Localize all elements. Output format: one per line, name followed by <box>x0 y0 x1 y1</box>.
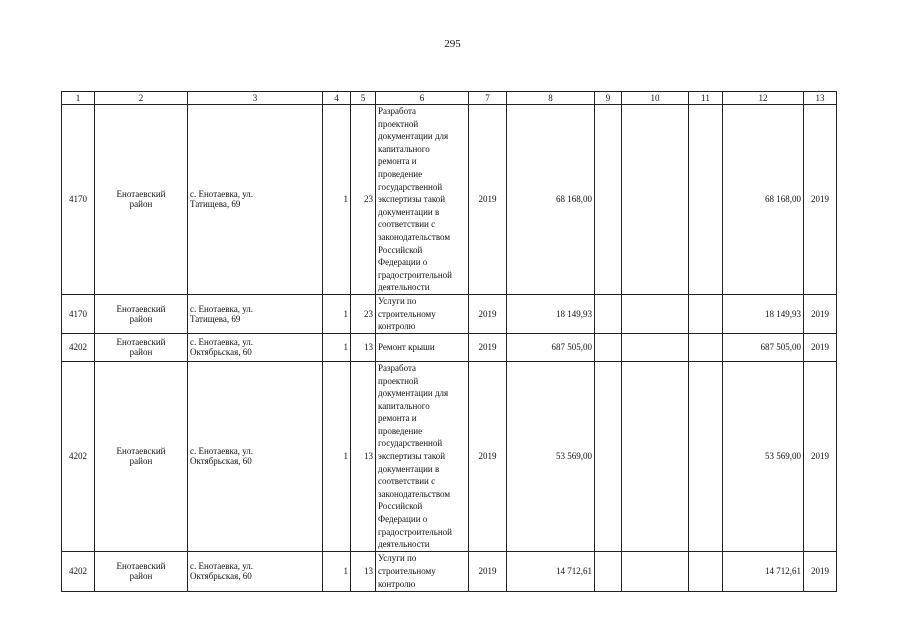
year-cell: 2019 <box>469 551 507 591</box>
col4-cell: 1 <box>323 333 351 361</box>
work-type-cell: Услуги по строительному контролю <box>376 294 469 333</box>
column-header: 5 <box>351 92 376 105</box>
table-row <box>62 333 837 361</box>
col5-cell: 23 <box>351 294 376 333</box>
col4-cell: 1 <box>323 551 351 591</box>
district-cell: Енотаевский район <box>95 361 188 551</box>
col4-cell: 1 <box>323 361 351 551</box>
district-cell: Енотаевский район <box>95 294 188 333</box>
work-type-cell: Услуги по строительному контролю <box>376 551 469 591</box>
col9-cell <box>595 294 622 333</box>
column-header: 2 <box>95 92 188 105</box>
table-row <box>62 105 837 295</box>
table-row <box>62 294 837 333</box>
col10-cell <box>622 294 689 333</box>
table-row <box>62 551 837 591</box>
district-cell: Енотаевский район <box>95 551 188 591</box>
house-code: 4202 <box>62 361 95 551</box>
column-header: 6 <box>376 92 469 105</box>
col9-cell <box>595 105 622 295</box>
col5-cell: 23 <box>351 105 376 295</box>
house-code: 4202 <box>62 333 95 361</box>
end-year-cell: 2019 <box>804 333 837 361</box>
col4-cell: 1 <box>323 294 351 333</box>
end-year-cell: 2019 <box>804 105 837 295</box>
col11-cell <box>689 361 723 551</box>
column-header: 11 <box>689 92 723 105</box>
total-cell: 18 149,93 <box>723 294 804 333</box>
column-header: 3 <box>188 92 323 105</box>
district-cell: Енотаевский район <box>95 333 188 361</box>
total-cell: 53 569,00 <box>723 361 804 551</box>
page-number: 295 <box>444 38 461 50</box>
column-number-row <box>62 92 837 105</box>
house-code: 4202 <box>62 551 95 591</box>
column-header: 13 <box>804 92 837 105</box>
col11-cell <box>689 333 723 361</box>
column-header: 4 <box>323 92 351 105</box>
work-type-cell: Разработа проектной документации для капитального ремонта и проведение государственной экспертизы такой документации в соответствии с законодательством Российской Федерации о градостроительной деятельности <box>376 105 469 295</box>
col5-cell: 13 <box>351 551 376 591</box>
total-cell: 68 168,00 <box>723 105 804 295</box>
cost-cell: 18 149,93 <box>507 294 595 333</box>
house-code: 4170 <box>62 105 95 295</box>
cost-cell: 68 168,00 <box>507 105 595 295</box>
table-row <box>62 361 837 551</box>
end-year-cell: 2019 <box>804 551 837 591</box>
end-year-cell: 2019 <box>804 361 837 551</box>
col9-cell <box>595 361 622 551</box>
col11-cell <box>689 294 723 333</box>
col10-cell <box>622 333 689 361</box>
column-header: 7 <box>469 92 507 105</box>
column-header: 1 <box>62 92 95 105</box>
col9-cell <box>595 551 622 591</box>
address-cell: с. Енотаевка, ул. Октябрьская, 60 <box>188 361 323 551</box>
col5-cell: 13 <box>351 333 376 361</box>
column-header: 8 <box>507 92 595 105</box>
column-header: 12 <box>723 92 804 105</box>
end-year-cell: 2019 <box>804 294 837 333</box>
capital-repair-table <box>61 91 837 592</box>
address-cell: с. Енотаевка, ул. Татищева, 69 <box>188 105 323 295</box>
work-type-cell: Разработа проектной документации для капитального ремонта и проведение государственной экспертизы такой документации в соответствии с законодательством Российской Федерации о градостроительной деятельности <box>376 361 469 551</box>
col10-cell <box>622 551 689 591</box>
cost-cell: 53 569,00 <box>507 361 595 551</box>
total-cell: 14 712,61 <box>723 551 804 591</box>
col9-cell <box>595 333 622 361</box>
column-header: 9 <box>595 92 622 105</box>
col11-cell <box>689 105 723 295</box>
address-cell: с. Енотаевка, ул. Октябрьская, 60 <box>188 551 323 591</box>
address-cell: с. Енотаевка, ул. Октябрьская, 60 <box>188 333 323 361</box>
col10-cell <box>622 361 689 551</box>
col4-cell: 1 <box>323 105 351 295</box>
year-cell: 2019 <box>469 361 507 551</box>
district-cell: Енотаевский район <box>95 105 188 295</box>
col11-cell <box>689 551 723 591</box>
col5-cell: 13 <box>351 361 376 551</box>
year-cell: 2019 <box>469 105 507 295</box>
house-code: 4170 <box>62 294 95 333</box>
cost-cell: 687 505,00 <box>507 333 595 361</box>
address-cell: с. Енотаевка, ул. Татищева, 69 <box>188 294 323 333</box>
work-type-cell: Ремонт крыши <box>376 333 469 361</box>
cost-cell: 14 712,61 <box>507 551 595 591</box>
col10-cell <box>622 105 689 295</box>
year-cell: 2019 <box>469 294 507 333</box>
column-header: 10 <box>622 92 689 105</box>
year-cell: 2019 <box>469 333 507 361</box>
total-cell: 687 505,00 <box>723 333 804 361</box>
